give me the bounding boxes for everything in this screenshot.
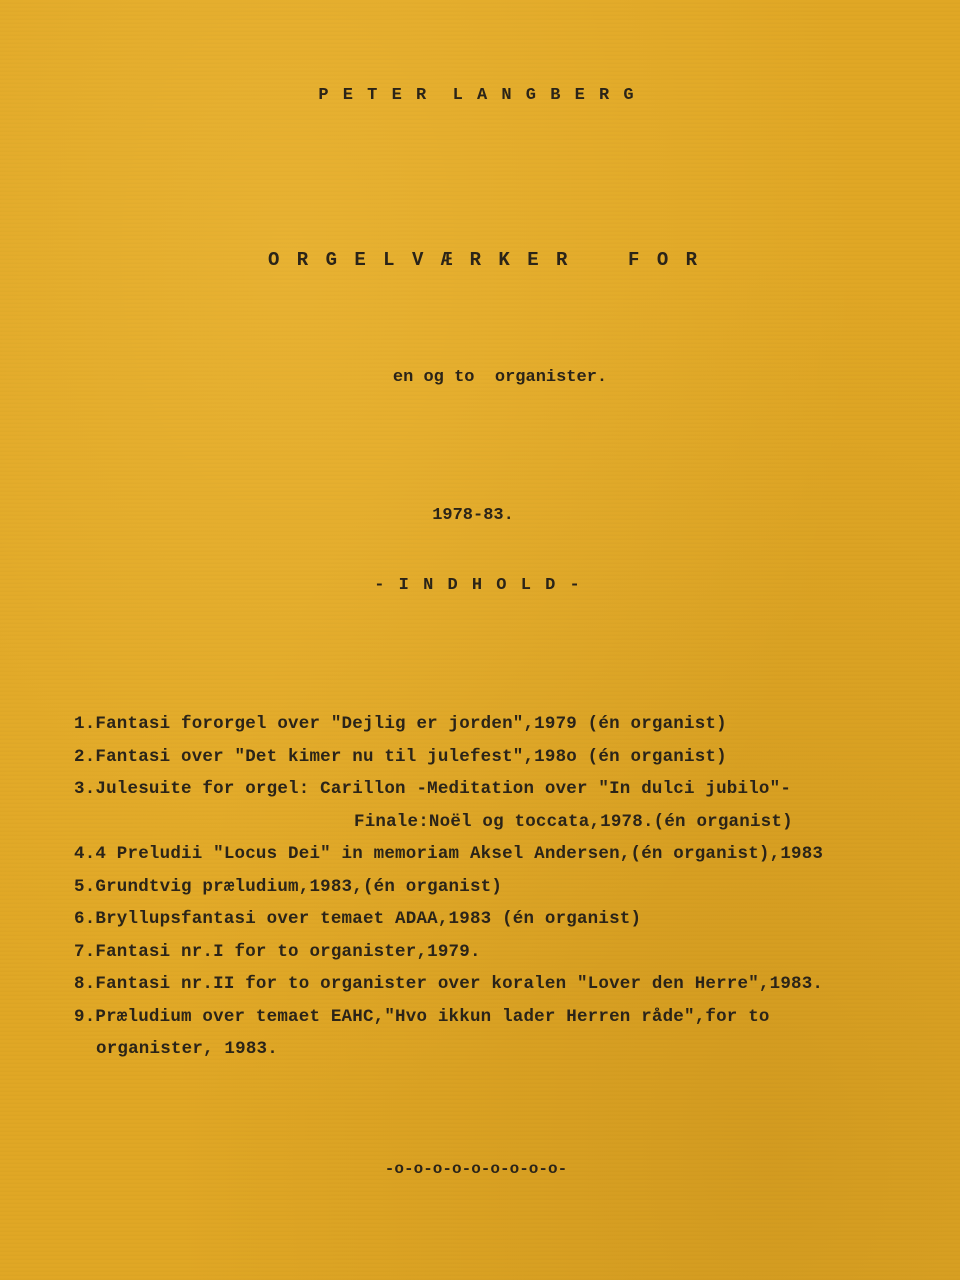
- author-name: P E T E R L A N G B E R G: [318, 86, 636, 105]
- list-item: 2.Fantasi over "Det kimer nu til julefest",198o (én organist): [74, 746, 727, 767]
- list-item-continuation: organister, 1983.: [96, 1039, 278, 1059]
- list-item: 3.Julesuite for orgel: Carillon -Meditation over "In dulci jubilo"-: [74, 779, 792, 799]
- contents-list: [74, 708, 944, 1066]
- list-item: 9.Præludium over temaet EAHC,"Hvo ikkun lader Herren råde",for to: [74, 1006, 770, 1027]
- contents-heading: - I N D H O L D -: [374, 576, 582, 595]
- year-range: 1978-83.: [432, 506, 514, 525]
- list-item: 5.Grundtvig præludium,1983,(én organist): [74, 876, 503, 897]
- footer-ornament: -o-o-o-o-o-o-o-o-o-: [384, 1160, 568, 1178]
- list-item: 4.4 Preludii "Locus Dei" in memoriam Aksel Andersen,(én organist),1983: [74, 844, 824, 864]
- document-subtitle: en og to organister.: [392, 368, 608, 387]
- list-item: 7.Fantasi nr.I for to organister,1979.: [74, 941, 481, 962]
- list-item: 8.Fantasi nr.II for to organister over koralen "Lover den Herre",1983.: [74, 974, 824, 994]
- document-title: O R G E L V Æ R K E R F O R: [267, 249, 701, 271]
- list-item: 1.Fantasi fororgel over "Dejlig er jorden",1979 (én organist): [74, 714, 727, 734]
- list-item: 6.Bryllupsfantasi over temaet ADAA,1983 (én organist): [74, 909, 642, 929]
- list-item-continuation: Finale:Noël og toccata,1978.(én organist): [354, 811, 793, 832]
